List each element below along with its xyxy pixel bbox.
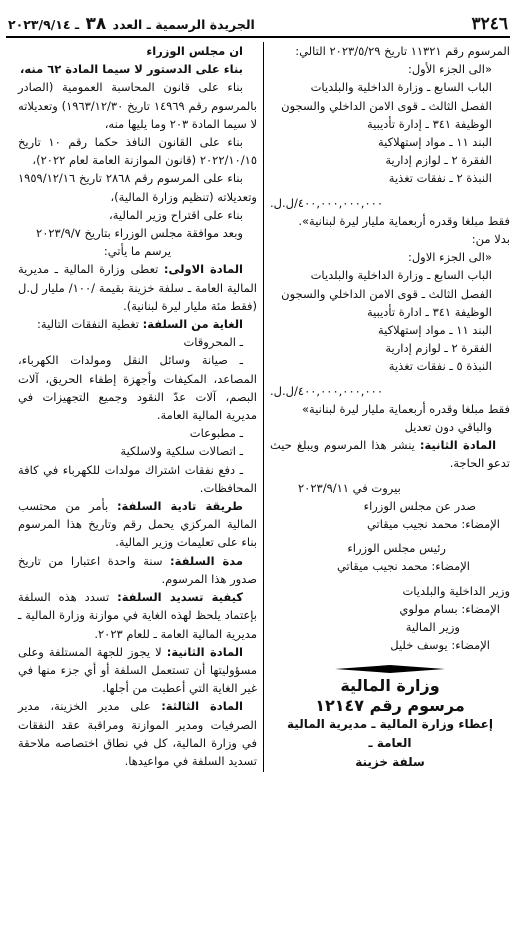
ornament-divider (335, 665, 445, 673)
article-label: المادة الثانية: (166, 644, 243, 659)
preamble-paragraph: بناء على المرسوم رقم ٢٨٦٨ تاريخ ١٩٥٩/١٢/١٦ وتعديلاته (تنظيم وزارة المالية)، (18, 171, 257, 204)
new-allocation-block (270, 60, 510, 187)
article-2 (18, 643, 257, 698)
decree-subject-line: إعطاء وزارة المالية ـ مديرية المالية العامة ـ (287, 716, 493, 750)
page-header (6, 6, 510, 38)
journal-title (8, 14, 255, 34)
article-label: المادة الثانية: (419, 438, 497, 453)
amended-decree-ref: المرسوم رقم ١١٣٢١ تاريخ ٢٠٢٣/٥/٢٩ التالي: (295, 44, 510, 58)
allocation-line: النبذة ٥ ـ نفقات تغذية (388, 359, 492, 374)
ministry-heading: وزارة المالية (340, 675, 440, 695)
repayment-method (18, 588, 257, 643)
old-allocation-block (270, 248, 510, 375)
list-item: ـ دفع نفقات اشتراك مولدات للكهرباء في كافة المحافظات. (18, 462, 257, 495)
article-1 (18, 260, 257, 315)
clause-label: كيفية تسديد السلفة: (117, 590, 243, 605)
article-text: لا يجوز للجهة المستلفة وعلى مسؤوليتها أن تستعمل السلفة أو أي جزء منها في غير الغاية التي أعطيت من أجلها. (18, 644, 257, 696)
clause-label: مدة السلفة: (170, 553, 244, 568)
signature: الإمضاء: بسام مولوي (399, 601, 500, 616)
preamble-paragraph: بناء على اقتراح وزير المالية، (109, 207, 243, 222)
signature-title: وزير المالية (405, 620, 460, 635)
signature-issued: صدر عن مجلس الوزراء (363, 498, 476, 513)
allocation-amount: ٤٠٠,٠٠٠,٠٠٠,٠٠٠/ل.ل. (270, 195, 383, 210)
allocation-line: البند ١١ ـ مواد إستهلاكية (377, 135, 492, 150)
place-date: بيروت في ٢٠٢٣/٩/١١ (298, 480, 401, 495)
article-label: المادة الاولى: (163, 262, 243, 277)
decree-subject-line: سلفة خزينة (355, 754, 425, 769)
left-column (18, 42, 264, 772)
clause-text: تغطية النفقات التالية: (37, 317, 139, 332)
issue-date: ـ ٢٠٢٣/٩/١٤ (8, 17, 80, 32)
decree-subject (270, 715, 510, 772)
signature-title: وزير الداخلية والبلديات (402, 583, 510, 598)
decree-number: مرسوم رقم ١٢١٤٧ (315, 695, 465, 715)
clause-text: سنة واحدة اعتبارا من تاريخ صدور هذا المرسوم. (18, 553, 257, 586)
advance-purpose (18, 315, 257, 333)
page-number: ٣٢٤٦ (471, 14, 508, 34)
allocation-line: النبذة ٢ ـ نفقات تغذية (388, 171, 492, 186)
council-heading: ان مجلس الوزراء (146, 44, 243, 58)
allocation-line: الوظيفة ٣٤١ ـ إدارة تأديبية (367, 116, 492, 131)
signature: الإمضاء: محمد نجيب ميقاتي (366, 517, 500, 532)
signature: الإمضاء: محمد نجيب ميقاتي (336, 559, 470, 574)
allocation-line: الفقرة ٢ ـ لوازم إدارية (385, 153, 492, 168)
advance-duration (18, 552, 257, 588)
allocation-amount: ٤٠٠,٠٠٠,٠٠٠,٠٠٠/ل.ل. (270, 383, 383, 398)
issue-number: ٣٨ (85, 14, 107, 34)
journal-name: الجريدة الرسمية ـ العدد (112, 17, 255, 32)
rest-unchanged: والباقي دون تعديل (404, 420, 492, 435)
instead-of: بدلا من: (471, 232, 510, 247)
enactment-formula: يرسم ما يأتي: (103, 244, 172, 259)
payment-method (18, 497, 257, 552)
allocation-line: الباب السابع ـ وزارة الداخلية والبلديات (310, 268, 492, 283)
right-column (264, 42, 510, 772)
article-text: على مدير الخزينة، مدير الصرفيات ومدير الموازنة ومراقبة عقد النفقات في وزارة المالية، كل في نطاق اختصاصه ملاحقة تسديد السلفة في مواعيدها. (18, 699, 257, 768)
article-text: تعطى وزارة المالية ـ مديرية المالية العامة ـ سلفة خزينة بقيمة /١٠٠/ مليار ل.ل (فقط مئة مليار ليرة لبنانية). (18, 262, 258, 313)
allocation-line: «الى الجزء الاول: (407, 250, 492, 265)
clause-label: الغاية من السلفة: (142, 317, 243, 332)
signature: الإمضاء: يوسف خليل (390, 638, 490, 653)
list-item: ـ مطبوعات (189, 426, 243, 441)
article-label: المادة الثالثة: (161, 699, 243, 714)
allocation-line: الفصل الثالث ـ قوى الامن الداخلي والسجون (281, 286, 492, 301)
list-item: ـ المحروقات (183, 335, 243, 350)
allocation-amount-words: فقط مبلغا وقدره أربعماية مليار ليرة لبنانية» (302, 401, 510, 416)
preamble-paragraph: وبعد موافقة مجلس الوزراء بتاريخ ٢٠٢٣/٩/٧ (36, 226, 243, 241)
list-item: ـ اتصالات سلكية ولاسلكية (120, 444, 243, 459)
page-columns (6, 42, 510, 772)
allocation-line: الباب السابع ـ وزارة الداخلية والبلديات (310, 80, 492, 95)
article-2-publish (270, 436, 510, 472)
preamble-paragraph: بناء على قانون المحاسبة العمومية (الصادر بالمرسوم رقم ١٤٩٦٩ تاريخ ١٩٦٣/١٢/٣٠) وتعديلاته لا سيما المادة ٢٠٣ وما يليها منه، (18, 80, 257, 131)
allocation-amount-words: فقط مبلغا وقدره أربعماية مليار ليرة لبنانية». (298, 213, 510, 228)
allocation-line: «الى الجزء الأول: (407, 62, 492, 77)
allocation-line: الفقرة ٢ ـ لوازم إدارية (385, 341, 492, 356)
clause-text: تسدد هذه السلفة بإعتماد يلحظ لهذه الغاية في موازنة وزارة المالية ـ مديرية المالية العامة ـ للعام ٢٠٢٣. (18, 590, 257, 641)
article-text: ينشر هذا المرسوم ويبلغ حيث تدعو الحاجة. (270, 438, 510, 471)
allocation-line: الفصل الثالث ـ قوى الامن الداخلي والسجون (281, 98, 492, 113)
allocation-line: البند ١١ ـ مواد إستهلاكية (377, 323, 492, 338)
clause-text: بأمر من محتسب المالية المركزي يحمل رقم وتاريخ هذا المرسوم بناء على تعليمات وزير المالية. (18, 499, 257, 550)
article-3 (18, 697, 257, 770)
signature-title: رئيس مجلس الوزراء (347, 541, 446, 556)
clause-label: طريقة تادية السلفة: (116, 499, 243, 514)
allocation-line: الوظيفة ٣٤١ ـ ادارة تأديبية (367, 304, 492, 319)
preamble-paragraph: بناء على القانون النافذ حكما رقم ١٠ تاريخ ٢٠٢٢/١٠/١٥ (قانون الموازنة العامة لعام ٢٠٢٢)، (18, 135, 257, 168)
list-item: ـ صيانة وسائل النقل ومولدات الكهرباء، المصاعد، المكيفات وأجهزة إطفاء الحريق، آلات البصم، آلات عدّ النقود وجميع التجهيزات في مديرية المالية العامة. (18, 353, 257, 423)
preamble-constitution: بناء على الدستور لا سيما المادة ٦٢ منه، (20, 62, 243, 77)
